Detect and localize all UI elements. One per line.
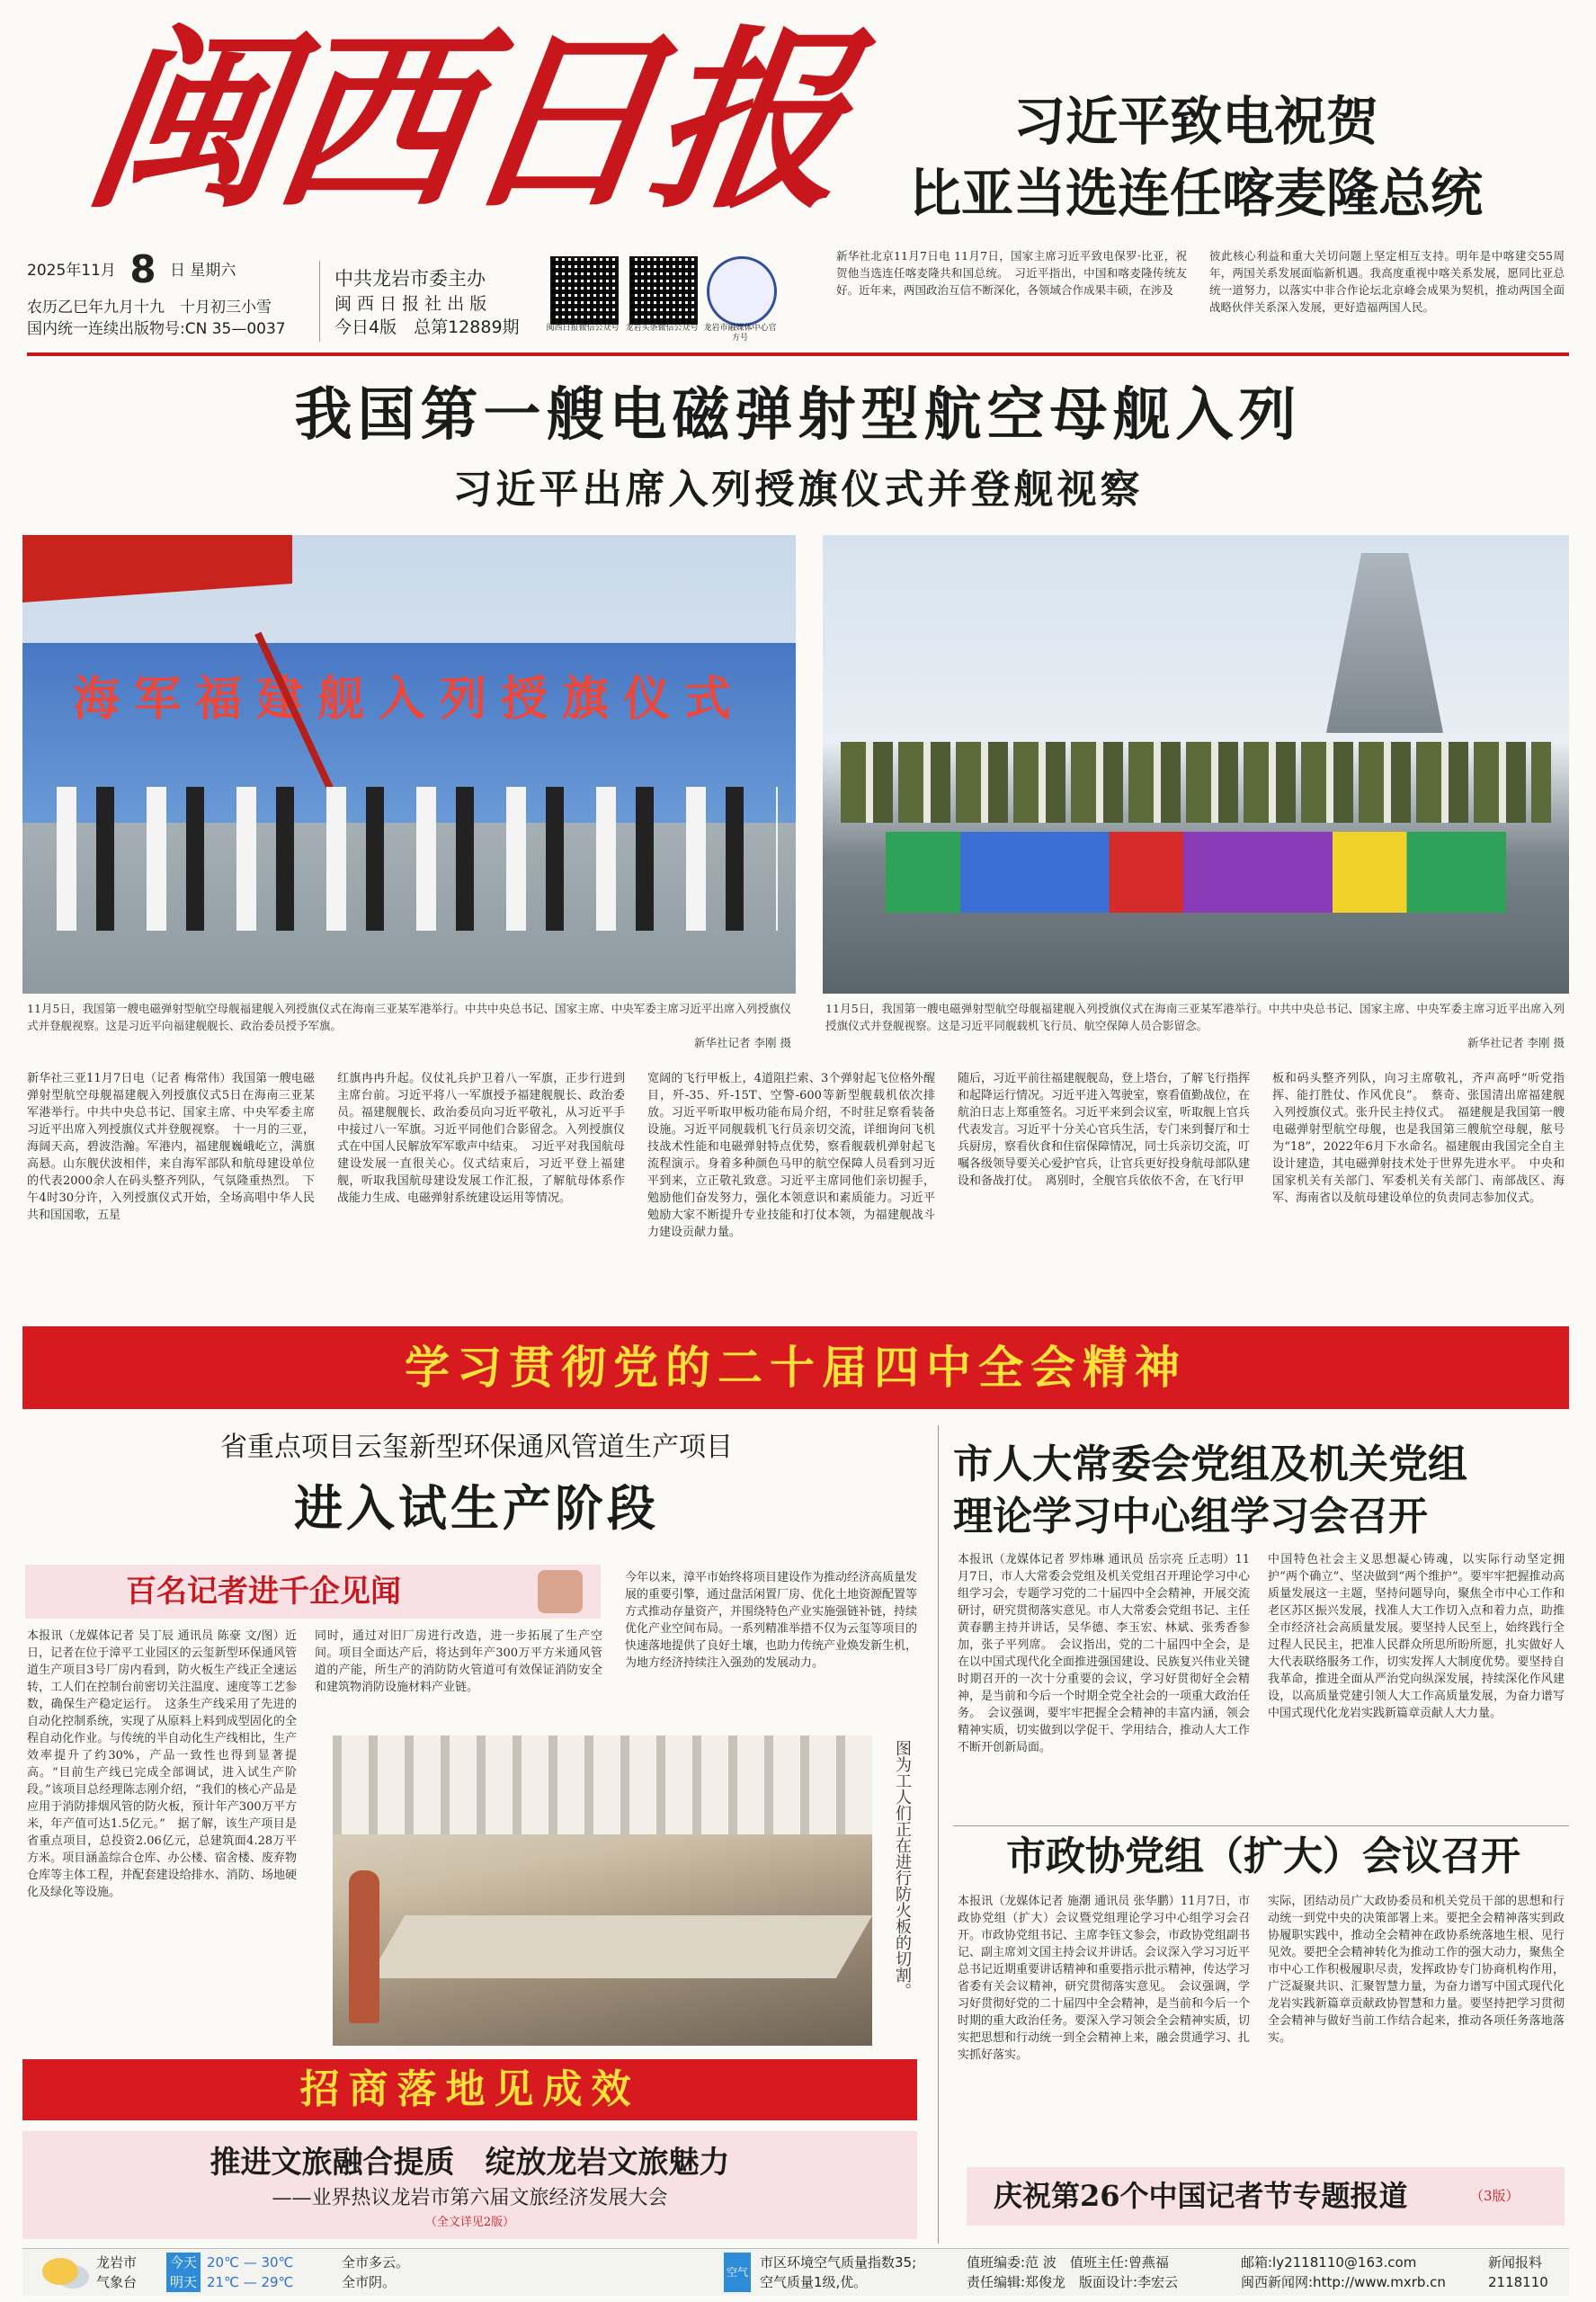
qr-code-toutiao[interactable] (629, 256, 698, 325)
ceremony-banner-text: 海军福建舰入列授旗仪式 (72, 672, 745, 727)
caption-photo1: 11月5日，我国第一艘电磁弹射型航空母舰福建舰入列授旗仪式在海南三亚某军港举行。中共中央总书记、国家主席、中央军委主席习近平出席入列授旗仪式并登舰视察。这是习近平向福建舰舰长、政治委员授予军旗。 (27, 1002, 791, 1032)
lead-story-col2: 红旗冉冉升起。仪仗礼兵护卫着八一军旗，正步行进到主席台前。习近平将八一军旗授予福建舰舰长、政治委员。福建舰舰长、政治委员向习近平敬礼，从习近平手中接过八一军旗。习近平同他们合影留念。入列授旗仪式在中国人民解放军军歌声中结束。 习近平对我国航母建设发展一直很关心。仪式结束后，习近平登上福建舰，听取我国航母建设发展工作汇报，了解航母体系作战能力生成、电磁弹射系统建设运用等情况。 (337, 1072, 625, 1205)
qr-label-1: 闽西日报微信公众号 (546, 324, 620, 333)
front-row-crew (886, 832, 1506, 913)
caption-photo1-credit: 新华社记者 李刚 摄 (694, 1036, 791, 1049)
camera-icon (538, 1570, 583, 1613)
issn-line: 国内统一连续出版物号:CN 35—0037 (27, 320, 286, 338)
lead-story-col5: 板和码头整齐列队，向习主席敬礼，齐声高呼“听党指挥、能打胜仗、作风优良”。 蔡奇、张国清出席福建舰入列授旗仪式。张升民主持仪式。 福建舰是我国第一艘电磁弹射型航空母舰，也是我国第三艘航空母舰，舷号为“18”，2022年6月下水命名。福建舰由我国完全自主设计建造，其电磁弹射技术处于世界先进水平。 中央和国家机关有关部门、军委机关有关部门、南部战区、海军、海南省以及航母建设单位的负责同志参加仪式。 (1272, 1072, 1565, 1205)
column-divider (938, 1425, 939, 2244)
study-banner[interactable]: 学习贯彻党的二十届四中全会精神 (22, 1326, 1569, 1409)
worker-shape (349, 1870, 379, 2023)
column-tag-box (25, 1565, 601, 1619)
plant-story-title[interactable]: 进入试生产阶段 (294, 1479, 659, 1537)
top-story-body-col1: 新华社北京11月7日电 11月7日，国家主席习近平致电保罗·比亚，祝贺他当选连任喀麦隆共和国总统。 习近平指出，中国和喀麦隆传统友好。近年来，两国政治互信不断深化，各领域合作成果丰硕，在涉及 (836, 249, 1187, 297)
qr-label-3: 龙岩市融媒体中心官方号 (703, 324, 777, 343)
journalist-promo-title[interactable]: 庆祝第26个中国记者节专题报道 (994, 2179, 1408, 2213)
tomorrow-label: 明天 (166, 2272, 201, 2292)
tourism-promo-ref[interactable]: （全文详见2版） (424, 2216, 515, 2229)
caption-photo2: 11月5日，我国第一艘电磁弹射型航空母舰福建舰入列授旗仪式在海南三亚某军港举行。中共中央总书记、国家主席、中央军委主席习近平出席入列授旗仪式并登舰视察。这是习近平同舰载机飞行员、航空保障人员合影留念。 (825, 1002, 1565, 1032)
lead-story-col1: 新华社三亚11月7日电（记者 梅常伟）我国第一艘电磁弹射型航空母舰福建舰入列授旗仪式5日在海南三亚某军港举行。中共中央总书记、国家主席、中央军委主席习近平出席入列授旗仪式并登舰视察。 十一月的三亚，海阔天高，碧波浩瀚。军港内，福建舰巍峨屹立，满旗高悬。山东舰伏波相伴，来自海军部队和航母建设单位的代表2000余人在码头整齐列队，气氛隆重热烈。 下午4时30分许，入列授旗仪式开始，全场高唱中华人民共和国国歌，五星 (27, 1072, 315, 1222)
publisher-line3: 今日4版 总第12889期 (334, 317, 520, 337)
plant-story-col2: 同时，通过对旧厂房进行改造，进一步拓展了生产空间。项目全面达产后，将达到年产300万平方米通风管道的产能，所生产的消防防火管道可有效保证消防安全和建筑物消防设施材料产业链。 (315, 1629, 602, 1694)
lead-story-col3: 宽阔的飞行甲板上，4道阻拦索、3个弹射起飞位格外醒目，歼-35、歼-15T、空警-600等新型舰载机依次排放。习近平听取甲板功能布局介绍，不时驻足察看装备设施。习近平同舰载机飞行员亲切交流，详细询问飞机技战术性能和电磁弹射特点优势，察看舰载机弹射起飞流程演示。身着多种颜色马甲的航空保障人员看到习近平到来，立正敬礼致意。习近平主席同他们亲切握手，勉励他们奋发努力，强化本领意识和素质能力。习近平勉励大家不断提升专业技能和打仗本领，为福建舰战斗力建设贡献力量。 (647, 1072, 935, 1239)
editors-line1: 值班编委:范 波 值班主任:曾燕福 (967, 2254, 1169, 2271)
date-line2: 农历乙巳年九月十九 十月初三小雪 (27, 299, 272, 317)
date-line1: 2025年11月 8 日 星期六 (27, 247, 236, 291)
air-line2: 空气质量1级,优。 (760, 2274, 868, 2290)
hotline-label: 新闻报料 (1488, 2254, 1543, 2271)
ceremony-photo[interactable] (22, 535, 796, 994)
air-line1: 市区环境空气质量指数35; (760, 2254, 917, 2271)
factory-ceiling (333, 1735, 872, 1834)
qr-label-2: 龙岩头条微信公众号 (625, 324, 699, 333)
ceremony-crowd (40, 787, 778, 931)
npc-body-col2: 中国特色社会主义思想凝心铸魂，以实际行动坚定拥护“两个确立”、坚决做到“两个维护”。要牢牢把握推动高质量发展这一主题，坚持问题导向，聚焦全市中心工作和老区苏区振兴发展，找准人大工作切入点和着力点，助推全市经济社会高质量发展。要坚持人民至上，始终践行全过程人民民主，把准人民群众所思所盼所愿，扎实做好人大代表联络服务工作，切实发挥人大制度优势。要坚持自我革命，推进全面从严治党向纵深发展，持续深化作风建设，以高质量党建引领人大工作高质量发展，为奋力谱写中国式现代化龙岩实践新篇章贡献人大力量。 (1268, 1553, 1565, 1720)
npc-body-col1: 本报讯（龙媒体记者 罗炜琳 通讯员 岳宗亮 丘志明）11月7日，市人大常委会党组及机关党组召开理论学习中心组学习会，专题学习党的二十届四中全会精神，开展交流研讨，研究贯彻落实意见。市人大常委会党组书记、主任黄春鹏主持并讲话，吴华德、李玉宏、林斌、张秀香参加，张子平列席。 会议指出，党的二十届四中全会，是在以中国式现代化全面推进强国建设、民族复兴伟业关键时期召开的一次十分重要的会议，学习好贯彻好全会精神，是当前和今后一个时期全党全社会的一项重大政治任务。 会议强调，要牢牢把握全会精神的丰富内涵，领会精神实质，切实做到以学促干、学用结合，推动人大工作不断开创新局面。 (958, 1553, 1250, 1754)
plant-story-col1: 本报讯（龙媒体记者 吴丁辰 通讯员 陈豪 文/图）近日，记者在位于漳平工业园区的云玺新型环保通风管道生产项目3号厂房内看到，防火板生产线正全速运转，工人们在控制台前密切关注温度、速度等工艺参数，确保生产稳定运行。 这条生产线采用了先进的自动化控制系统，实现了从原料上料到成型固化的全程自动化作业。与传统的半自动化生产线相比，生产效率提升了约30%，产品一致性也得到显著提高。“目前生产线已完成全部调试，进入试生产阶段。”该项目总经理陈志刚介绍，“我们的核心产品是应用于消防排烟风管的防火板，预计年产300万平方米，年产值可达1.5亿元。” 据了解，该生产项目是省重点项目，总投资2.06亿元，总建筑面4.28万平方米。项目涵盖综合仓库、办公楼、宿舍楼、废弃物仓库等主体工程，并配套建设给排水、消防、场地硬化及绿化等设施。 (27, 1629, 297, 1899)
tourism-promo-title[interactable]: 推进文旅融合提质 绽放龙岩文旅魅力 (210, 2145, 730, 2181)
production-line-shape (369, 1915, 872, 1978)
rongmeiti-logo-icon (707, 256, 777, 326)
publisher-line1: 中共龙岩市委主办 (334, 268, 486, 290)
plant-story-kicker[interactable]: 省重点项目云玺新型环保通风管道生产项目 (220, 1432, 733, 1463)
red-flag-shape (22, 535, 292, 602)
lead-story-subtitle[interactable]: 习近平出席入列授旗仪式并登舰视察 (452, 467, 1144, 513)
right-section-rule (953, 1825, 1569, 1826)
contact-website[interactable]: 闽西新闻网:http://www.mxrb.cn (1241, 2274, 1446, 2290)
tomorrow-temp: 21℃ — 29℃ (207, 2274, 294, 2290)
qr-code-wechat[interactable] (550, 256, 619, 325)
lead-story-col4: 随后，习近平前往福建舰舰岛，登上塔台，了解飞行指挥和起降运行情况。习近平进入驾驶室，察看值勤战位，在航泊日志上郑重签名。习近平来到会议室，听取舰上官兵代表发言。习近平十分关心官兵生活，专门来到餐厅和士兵厨房，察看伙食和住宿保障情况，同士兵亲切交流，叮嘱各级领导要关心爱护官兵，让官兵更好投身航母部队建设和备战打仗。 离别时，全舰官兵依依不舍，在飞行甲 (958, 1072, 1250, 1188)
column-tag-label: 百名记者进千企见闻 (126, 1574, 401, 1610)
factory-photo[interactable] (333, 1735, 872, 2046)
journalist-promo-box[interactable] (967, 2167, 1565, 2226)
ship-island-shape (1326, 553, 1443, 733)
contact-email[interactable]: 邮箱:ly2118110@163.com (1241, 2254, 1417, 2271)
tourism-promo-subtitle: ——业界热议龙岩市第六届文旅经济发展大会 (272, 2187, 668, 2209)
tourism-promo-box[interactable] (22, 2131, 917, 2239)
top-story-title-line1[interactable]: 习近平致电祝贺 (1012, 91, 1378, 152)
top-story-title-line2[interactable]: 比亚当选连任喀麦隆总统 (908, 163, 1483, 224)
plant-story-col3: 今年以来，漳平市始终将项目建设作为推动经济高质量发展的重要引擎，通过盘活闲置厂房、优化土地资源配置等方式推动存量资产，并围绕特色产业实施强链补链，持续优化产业空间布局。一系列精准举措不仅为云玺等项目的快速落地提供了良好土壤，也助力传统产业焕发新生机，为地方经济持续注入强劲的发展动力。 (625, 1571, 917, 1670)
hotline-number[interactable]: 2118110 (1488, 2274, 1548, 2290)
lead-story-title[interactable]: 我国第一艘电磁弹射型航空母舰入列 (294, 382, 1302, 449)
top-story-body-col2: 彼此核心利益和重大关切问题上坚定相互支持。明年是中喀建交55周年，两国关系发展面临新机遇。我高度重视中喀关系发展，愿同比亚总统一道努力，以落实中非合作论坛北京峰会成果为契机，推动两国全面战略伙伴关系深入发展，更好造福两国人民。 (1209, 249, 1565, 314)
weather-cloud-sun-icon (42, 2258, 78, 2285)
cppcc-title[interactable]: 市政协党组（扩大）会议召开 (1006, 1834, 1520, 1879)
npc-title-line2[interactable]: 理论学习中心组学习会召开 (953, 1494, 1428, 1539)
today-desc: 全市多云。 (342, 2254, 410, 2271)
date-day: 8 (129, 247, 156, 291)
cppcc-body-col1: 本报讯（龙媒体记者 施潮 通讯员 张华鹏）11月7日，市政协党组（扩大）会议暨党组理论学习中心组学习会召开。市政协党组书记、主席李钰文参会，市政协党组副书记、副主席刘文国主持会议并讲话。会议深入学习习近平总书记近期重要讲话精神和重要指示批示精神，传达学习省委有关会议精神，研究贯彻落实意见。 会议强调，学习好贯彻好党的二十届四中全会精神，是当前和今后一个时期的重大政治任务。要深入学习领会全会精神实质，切实把思想和行动统一到全会精神上来，融会贯通学习、扎实抓好落实。 (958, 1895, 1250, 2062)
masthead-logo: 闽西日报 (74, 7, 858, 235)
weather-place2: 气象台 (96, 2274, 138, 2290)
npc-title-line1[interactable]: 市人大常委会党组及机关党组 (953, 1441, 1467, 1487)
invest-banner[interactable]: 招商落地见成效 (22, 2059, 917, 2120)
masthead-divider (319, 261, 320, 342)
today-label: 今天 (166, 2253, 201, 2272)
publisher-line2: 闽 西 日 报 社 出 版 (334, 294, 487, 314)
editors-line2: 责任编辑:郑俊龙 版面设计:李宏云 (967, 2274, 1179, 2290)
tomorrow-desc: 全市阴。 (342, 2274, 397, 2290)
weather-place1: 龙岩市 (96, 2254, 138, 2271)
factory-photo-caption: 图为工人们正在进行防火板的切割。 (893, 1740, 912, 1999)
today-temp: 20℃ — 30℃ (207, 2254, 294, 2271)
footer-bar (22, 2248, 1569, 2296)
journalist-promo-ref[interactable]: （3版） (1470, 2188, 1520, 2204)
masthead-rule (27, 352, 1569, 356)
air-label: 空气 (724, 2253, 751, 2292)
caption-photo2-credit: 新华社记者 李刚 摄 (1467, 1036, 1565, 1049)
back-row-crew (841, 742, 1551, 823)
cppcc-body-col2: 实际，团结动员广大政协委员和机关党员干部的思想和行动统一到党中央的决策部署上来。要把全会精神落实到政协履职实践中，推动全会精神在政协系统落地生根、见行见效。要把全会精神转化为推动工作的强大动力，聚焦全市中心工作积极履职尽责，发挥政协专门协商机构作用，广泛凝聚共识、汇聚智慧力量，为奋力谱写中国式现代化龙岩实践新篇章贡献政协智慧和力量。要坚持把学习贯彻全会精神与做好当前工作结合起来，推动各项任务落地落实。 (1268, 1895, 1565, 2045)
deck-group-photo[interactable] (823, 535, 1569, 994)
